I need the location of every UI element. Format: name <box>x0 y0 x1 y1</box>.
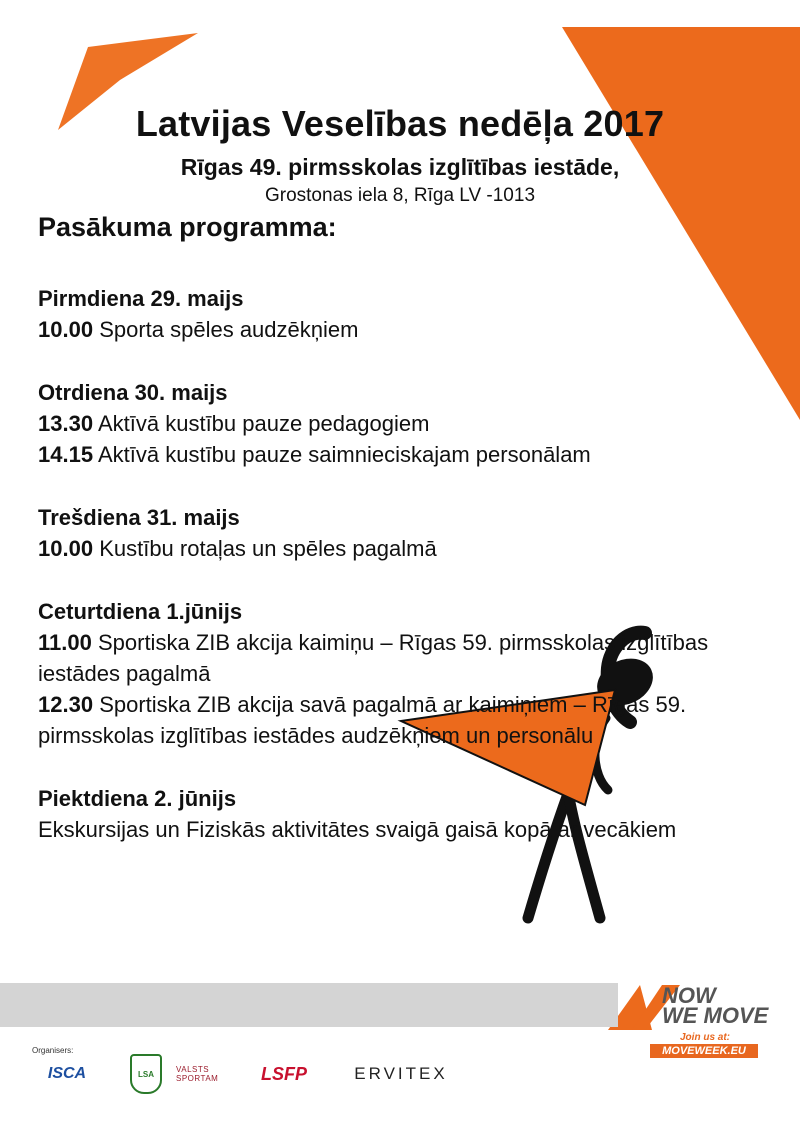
organisers-label: Organisers: <box>32 1046 74 1055</box>
event-text: Aktīvā kustību pauze saimnieciskajam personālam <box>97 442 591 467</box>
event-time: 12.30 <box>38 692 94 717</box>
event-line <box>38 408 738 439</box>
address-line: Grostonas iela 8, Rīga LV -1013 <box>264 185 536 206</box>
event-text: Kustību rotaļas un spēles pagalmā <box>99 536 437 561</box>
event-line <box>38 314 738 345</box>
event-line <box>38 627 738 689</box>
page-subtitle: Rīgas 49. pirmsskolas izglītības iestāde, <box>180 154 620 180</box>
event-text: Sportiska ZIB akcija savā pagalmā ar kaimiņiem – Rīgas 59. pirmsskolas izglītības iestādes audzēkņiem un personālu <box>38 692 687 748</box>
moveweek-link[interactable]: MOVEWEEK.EU <box>650 1044 758 1058</box>
event-time: 10.00 <box>38 317 94 342</box>
day-name: Trešdiena 31. maijs <box>38 505 240 530</box>
valsts-sportam-logo: VALSTS SPORTAM <box>176 1065 219 1083</box>
isca-logo: ISCA <box>47 1065 87 1082</box>
now-we-move-line2: WE MOVE <box>662 1003 769 1028</box>
event-text: Ekskursijas un Fiziskās aktivitātes svaigā gaisā kopā ar vecākiem <box>38 817 677 842</box>
day-block <box>38 596 738 751</box>
event-line <box>38 814 738 845</box>
day-name: Ceturtdiena 1.jūnijs <box>38 599 243 624</box>
day-name: Piektdiena 2. jūnijs <box>38 786 237 811</box>
event-line <box>38 533 738 564</box>
day-name: Otrdiena 30. maijs <box>38 380 228 405</box>
event-text: Aktīvā kustību pauze pedagogiem <box>97 411 430 436</box>
page-title: Latvijas Veselības nedēļa 2017 <box>135 103 665 144</box>
event-time: 10.00 <box>38 536 94 561</box>
now-we-move-line1: NOW <box>662 983 716 1008</box>
event-line <box>38 439 738 470</box>
lsfp-logo: LSFP <box>260 1063 307 1084</box>
join-us-label: Join us at: <box>680 1032 731 1043</box>
program-heading: Pasākuma programma: <box>38 212 337 242</box>
day-block <box>38 377 738 470</box>
event-time: 14.15 <box>38 442 94 467</box>
day-block <box>38 502 738 564</box>
footer-grey-bar <box>0 983 618 1027</box>
schedule-list <box>38 283 738 877</box>
event-text: Sporta spēles audzēkņiem <box>99 317 359 342</box>
event-text: Sportiska ZIB akcija kaimiņu – Rīgas 59. pirmsskolas izglītības iestādes pagalmā <box>38 630 709 686</box>
now-we-move-title <box>662 983 769 1028</box>
event-line <box>38 689 738 751</box>
lsa-logo: LSA <box>130 1054 162 1094</box>
event-time: 11.00 <box>38 630 92 655</box>
day-name: Pirmdiena 29. maijs <box>38 286 244 311</box>
day-block <box>38 283 738 345</box>
event-time: 13.30 <box>38 411 94 436</box>
ervitex-logo: ERVITEX <box>354 1064 448 1083</box>
day-block <box>38 783 738 845</box>
